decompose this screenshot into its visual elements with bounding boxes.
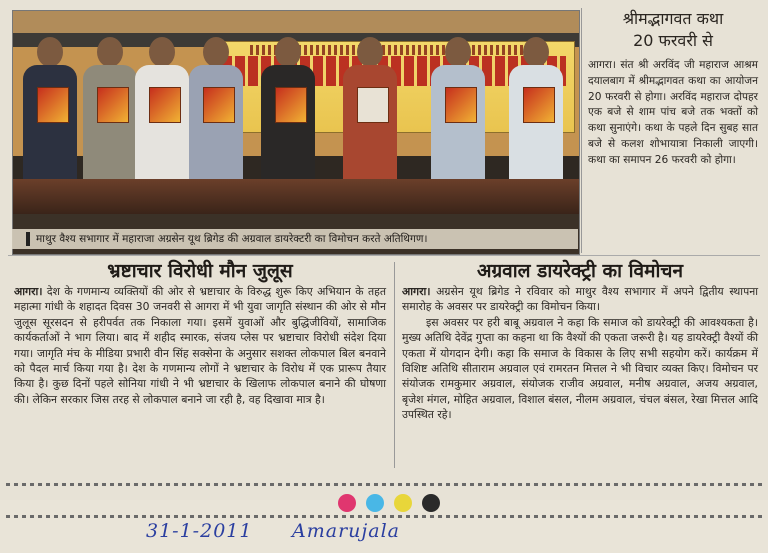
guest-figure <box>135 37 189 187</box>
register-dot <box>366 494 384 512</box>
brief-story <box>586 8 760 248</box>
dateline: आगरा। <box>402 285 431 298</box>
register-dot <box>338 494 356 512</box>
anticorruption-story <box>14 258 386 407</box>
story-text: अग्रसेन यूथ ब्रिगेड ने रविवार को माथुर वैश्य सभागार में अपने द्वितीय स्थापना समारोह के अवसर पर डायरेक्ट्री का विमोचन किया। <box>402 285 758 314</box>
handwritten-source: Amarujala <box>292 520 401 542</box>
story-body-para2: इस अवसर पर हरी बाबू अग्रवाल ने कहा कि समाज को डायरेक्ट्री की आवश्यकता है। मुख्य अतिथि देवेंद्र गुप्ता का कहना था कि वैश्यों की एकता जरूरी है। यह डायरेक्ट्री वैश्यों की एकता में योगदान देगी। कहा कि समाज के विकास के लिए सभी सहयोग करें। कार्यक्रम में विशिष्ट अतिथि सीताराम अग्रवाल एवं रामरतन मित्तल ने भी विचार व्यक्त किए। विमोचन पर संयोजक रामकुमार अग्रवाल, संयोजक राजीव अग्रवाल, मनीष अग्रवाल, अजय अग्रवाल, बृजेश मंगल, मोहित अग्रवाल, विशाल बंसल, नीलम अग्रवाल, चंचल बंसल, रेखा मित्तल आदि उपस्थित रहे। <box>402 315 758 422</box>
cut-line <box>6 515 762 518</box>
guest-figure <box>189 37 243 187</box>
column-divider <box>581 8 582 253</box>
directory-release-story <box>402 258 758 423</box>
story-text: देश के गणमान्य व्यक्तियों की ओर से भ्रष्टाचार के विरुद्ध शुरू किए अभियान के तहत महात्मा गांधी के शहादत दिवस 30 जनवरी से आगरा में भी युवा जागृति संस्थान की ओर से मौन जुलूस सूरसदन से हरीपर्वत तक निकाला गया। इसमें युवाओं और बुद्धिजीवियों, सामाजिक कार्यकर्ताओं ने भाग लिया। बाद में शहीद स्मारक, संजय प्लेस पर भ्रष्टाचार विरोधी संदेश दिया गया। जागृति मंच के मीडिया प्रभारी वीन सिंह सक्सेना के अनुसार सशक्त लोकपाल बिल बनवाने को पैदल मार्च किया गया है। देश के गणमान्य लोगों ने भ्रष्टाचार के विरोध में एक प्रारूप तैयार किया है। कुछ दिनों पहले सोनिया गांधी ने भी भ्रष्टाचार के खिलाफ लोकपाल बनाने की घोषणा की। लेकिन सरकार जिस तरह से लोकपाल बनाने जा रही है, वह दिखावा मात्र है। <box>14 285 386 406</box>
brief-body: आगरा। संत श्री अरविंद जी महाराज आश्रम दयालबाग में श्रीमद्भागवत कथा का आयोजन 20 फरवरी से होगा। अरविंद महाराज दोपहर एक बजे से शाम पांच बजे तक भक्तों को कथा सुनाएंगे। कथा के पहले दिन सुबह सात बजे से कलश शोभायात्रा निकाली जाएगी। कथा का समापन 26 फरवरी को होगा। <box>588 59 758 166</box>
brief-headline <box>586 8 760 52</box>
stage-table <box>13 179 579 214</box>
guest-figure <box>343 37 397 187</box>
section-divider <box>8 255 760 256</box>
guest-figure <box>83 37 137 187</box>
dateline: आगरा। <box>14 285 43 298</box>
register-dot <box>422 494 440 512</box>
guest-figure <box>261 37 315 187</box>
photo-caption <box>12 229 578 249</box>
story-body <box>14 284 386 407</box>
story-body <box>402 284 758 315</box>
caption-marker <box>26 232 30 246</box>
brief-headline-line1: श्रीमद्भागवत कथा <box>622 9 724 28</box>
guest-figure <box>509 37 563 187</box>
guest-figure <box>23 37 77 187</box>
guest-figure <box>431 37 485 187</box>
photo-caption-text: माथुर वैश्य सभागार में महाराजा अग्रसेन यूथ ब्रिगेड की अग्रवाल डायरेक्टरी का विमोचन करते अतिथिगण। <box>36 233 428 245</box>
handwritten-date: 31-1-2011 <box>146 520 253 542</box>
story-divider <box>394 262 395 468</box>
register-dot <box>394 494 412 512</box>
story-headline: अग्रवाल डायरेक्ट्री का विमोचन <box>476 260 684 282</box>
cut-line <box>6 483 762 486</box>
story-headline: भ्रष्टाचार विरोधी मौन जुलूस <box>107 260 293 282</box>
brief-headline-line2: 20 फरवरी से <box>633 31 713 50</box>
event-photo <box>12 10 580 255</box>
